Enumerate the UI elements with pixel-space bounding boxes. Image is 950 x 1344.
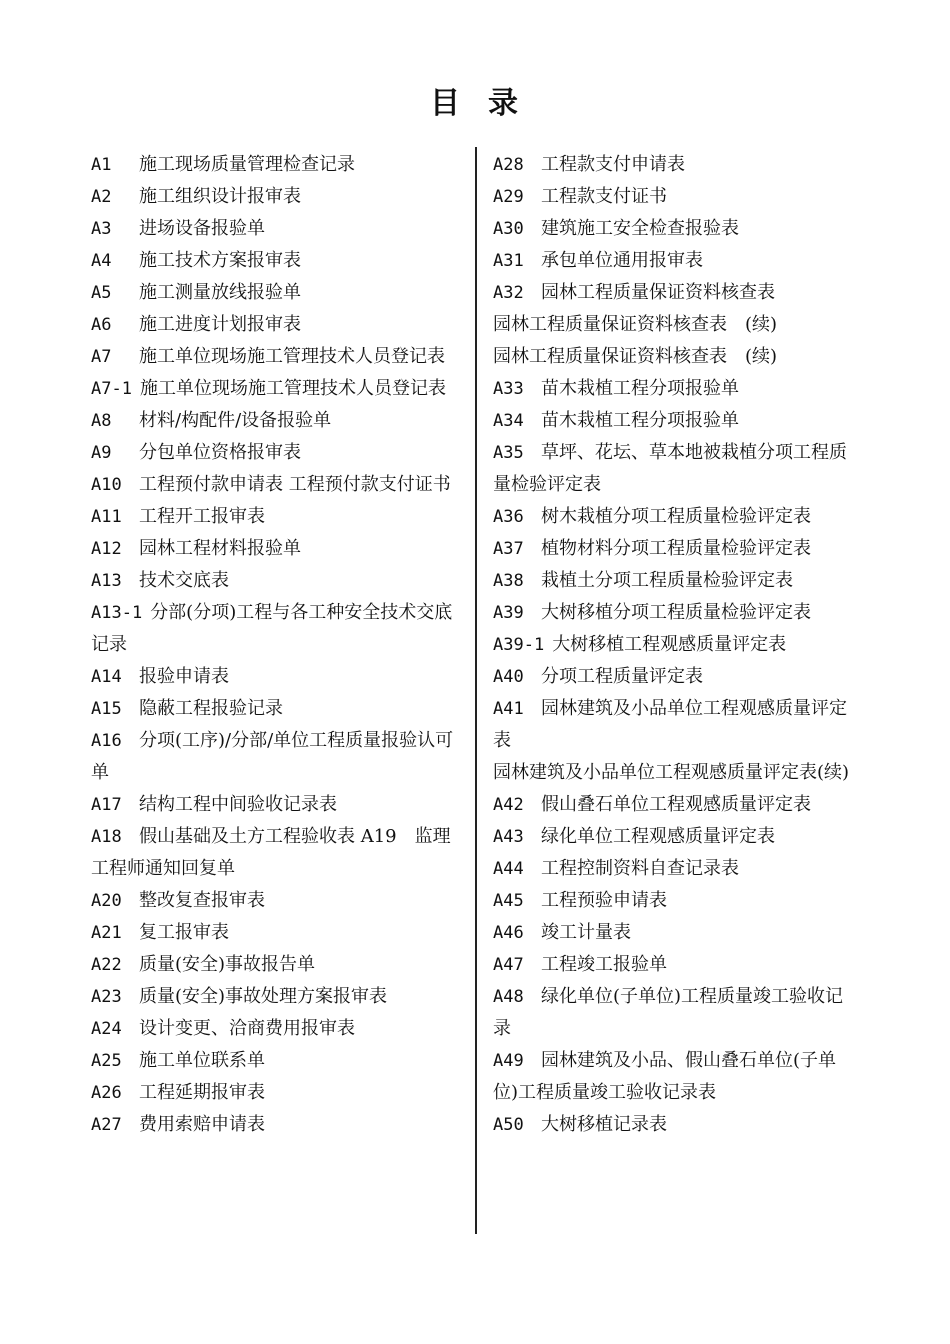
toc-entry	[493, 693, 858, 757]
toc-entry-title: 大树移植工程观感质量评定表	[552, 634, 787, 655]
toc-entry	[91, 693, 459, 725]
toc-entry-code: A15	[91, 699, 122, 719]
toc-entry-title: 隐蔽工程报验记录	[139, 698, 283, 719]
toc-entry-title: 工程款支付证书	[541, 186, 667, 207]
toc-entry	[91, 981, 459, 1013]
toc-entry	[493, 789, 858, 821]
toc-entry-title: 施工单位联系单	[139, 1050, 265, 1071]
toc-entry-title: 园林工程质量保证资料核查表 (续)	[493, 314, 778, 335]
toc-entry-title: 技术交底表	[139, 570, 229, 591]
toc-entry-title: 工程预付款申请表 工程预付款支付证书	[139, 474, 451, 495]
toc-entry-title: 施工单位现场施工管理技术人员登记表	[139, 378, 446, 399]
toc-entry-title: 假山基础及土方工程验收表 A19 监理工程师通知回复单	[91, 826, 451, 879]
toc-entry-title: 园林工程质量保证资料核查表 (续)	[493, 346, 778, 367]
toc-entry	[91, 917, 459, 949]
toc-entry	[493, 757, 858, 789]
toc-entry	[91, 373, 459, 405]
toc-entry-code: A5	[91, 283, 112, 303]
toc-entry	[493, 533, 858, 565]
toc-entry-title: 施工组织设计报审表	[139, 186, 301, 207]
toc-entry-code: A46	[493, 923, 524, 943]
toc-entry-code: A34	[493, 411, 524, 431]
toc-entry-title: 绿化单位(子单位)工程质量竣工验收记录	[493, 986, 844, 1039]
toc-entry-title: 苗木栽植工程分项报验单	[541, 410, 739, 431]
title-char-2: 录	[488, 86, 520, 121]
toc-entry	[91, 309, 459, 341]
toc-entry	[493, 213, 858, 245]
toc-entry	[493, 309, 858, 341]
toc-entry-title: 施工现场质量管理检查记录	[139, 154, 355, 175]
toc-entry	[91, 501, 459, 533]
toc-entry-title: 园林建筑及小品单位工程观感质量评定表(续)	[493, 762, 850, 783]
toc-entry	[493, 917, 858, 949]
toc-entry-title: 分项(工序)/分部/单位工程质量报验认可单	[91, 730, 454, 783]
toc-entry-code: A27	[91, 1115, 122, 1135]
toc-entry-title: 质量(安全)事故报告单	[139, 954, 316, 975]
toc-entry-title: 工程竣工报验单	[541, 954, 667, 975]
toc-entry	[493, 149, 858, 181]
toc-entry	[493, 501, 858, 533]
toc-entry	[91, 1045, 459, 1077]
toc-entry	[493, 949, 858, 981]
toc-entry-title: 质量(安全)事故处理方案报审表	[139, 986, 388, 1007]
toc-entry	[91, 469, 459, 501]
toc-entry	[91, 149, 459, 181]
toc-entry-code: A49	[493, 1051, 524, 1071]
toc-entry-title: 园林工程材料报验单	[139, 538, 301, 559]
toc-entry-code: A7-1	[91, 379, 132, 399]
toc-entry	[91, 533, 459, 565]
toc-entry-title: 树木栽植分项工程质量检验评定表	[541, 506, 811, 527]
page-title	[0, 78, 950, 122]
toc-entry	[493, 597, 858, 629]
toc-entry	[91, 789, 459, 821]
toc-entry-title: 整改复查报审表	[139, 890, 265, 911]
toc-entry-code: A8	[91, 411, 112, 431]
toc-entry-code: A44	[493, 859, 524, 879]
toc-entry	[91, 213, 459, 245]
toc-entry	[493, 277, 858, 309]
toc-entry-title: 工程开工报审表	[139, 506, 265, 527]
toc-entry-title: 园林建筑及小品单位工程观感质量评定表	[493, 698, 847, 751]
toc-entry-code: A2	[91, 187, 112, 207]
toc-entry-code: A40	[493, 667, 524, 687]
toc-entry	[493, 853, 858, 885]
toc-entry-code: A36	[493, 507, 524, 527]
toc-entry-title: 设计变更、洽商费用报审表	[139, 1018, 355, 1039]
toc-entry	[91, 949, 459, 981]
toc-entry-title: 大树移植记录表	[541, 1114, 667, 1135]
toc-entry-code: A16	[91, 731, 122, 751]
toc-entry-title: 进场设备报验单	[139, 218, 265, 239]
toc-entry-code: A47	[493, 955, 524, 975]
toc-entry-code: A48	[493, 987, 524, 1007]
toc-entry-code: A28	[493, 155, 524, 175]
toc-entry-code: A14	[91, 667, 122, 687]
toc-entry	[91, 405, 459, 437]
toc-entry-title: 材料/构配件/设备报验单	[139, 410, 332, 431]
toc-entry-title: 工程预验申请表	[541, 890, 667, 911]
toc-entry-code: A45	[493, 891, 524, 911]
toc-entry	[493, 1109, 858, 1141]
toc-entry-code: A33	[493, 379, 524, 399]
toc-entry-title: 分项工程质量评定表	[541, 666, 703, 687]
toc-entry	[493, 629, 858, 661]
toc-entry-title: 分部(分项)工程与各工种安全技术交底记录	[91, 602, 453, 655]
toc-entry-code: A31	[493, 251, 524, 271]
toc-entry-code: A35	[493, 443, 524, 463]
toc-entry	[91, 437, 459, 469]
toc-right-column	[493, 149, 858, 1141]
toc-entry-title: 承包单位通用报审表	[541, 250, 703, 271]
toc-entry-code: A9	[91, 443, 112, 463]
toc-entry	[493, 405, 858, 437]
toc-entry	[91, 1109, 459, 1141]
toc-entry-code: A7	[91, 347, 112, 367]
toc-entry-code: A22	[91, 955, 122, 975]
toc-entry-code: A23	[91, 987, 122, 1007]
toc-entry-code: A24	[91, 1019, 122, 1039]
toc-entry-code: A21	[91, 923, 122, 943]
toc-entry-title: 费用索赔申请表	[139, 1114, 265, 1135]
toc-entry-code: A20	[91, 891, 122, 911]
toc-entry-code: A39	[493, 603, 524, 623]
title-char-1: 目	[430, 86, 462, 121]
toc-entry	[91, 277, 459, 309]
toc-entry-code: A29	[493, 187, 524, 207]
toc-entry-code: A3	[91, 219, 112, 239]
toc-entry-code: A4	[91, 251, 112, 271]
toc-entry-code: A38	[493, 571, 524, 591]
toc-entry-title: 假山叠石单位工程观感质量评定表	[541, 794, 811, 815]
toc-entry-title: 工程控制资料自查记录表	[541, 858, 739, 879]
toc-entry-code: A37	[493, 539, 524, 559]
toc-entry	[493, 341, 858, 373]
toc-entry-title: 施工测量放线报验单	[139, 282, 301, 303]
toc-entry	[91, 341, 459, 373]
toc-entry	[493, 437, 858, 501]
toc-entry	[493, 245, 858, 277]
toc-entry-code: A13	[91, 571, 122, 591]
toc-entry-title: 植物材料分项工程质量检验评定表	[541, 538, 811, 559]
toc-entry	[91, 181, 459, 213]
toc-entry-code: A26	[91, 1083, 122, 1103]
toc-entry-title: 报验申请表	[139, 666, 229, 687]
toc-entry-title: 绿化单位工程观感质量评定表	[541, 826, 775, 847]
toc-entry	[91, 821, 459, 885]
toc-entry-title: 栽植土分项工程质量检验评定表	[541, 570, 793, 591]
toc-entry-title: 园林建筑及小品、假山叠石单位(子单位)工程质量竣工验收记录表	[493, 1050, 837, 1103]
toc-entry	[91, 565, 459, 597]
toc-entry-title: 竣工计量表	[541, 922, 631, 943]
toc-entry-title: 施工技术方案报审表	[139, 250, 301, 271]
toc-entry-code: A6	[91, 315, 112, 335]
toc-entry	[493, 981, 858, 1045]
toc-entry-title: 施工进度计划报审表	[139, 314, 301, 335]
toc-entry-code: A10	[91, 475, 122, 495]
toc-entry-title: 工程延期报审表	[139, 1082, 265, 1103]
toc-entry	[91, 597, 459, 661]
toc-entry	[493, 565, 858, 597]
column-divider	[475, 147, 477, 1234]
toc-entry-title: 结构工程中间验收记录表	[139, 794, 337, 815]
toc-entry	[91, 1077, 459, 1109]
toc-entry-title: 大树移植分项工程质量检验评定表	[541, 602, 811, 623]
toc-entry-code: A1	[91, 155, 112, 175]
toc-entry	[91, 885, 459, 917]
toc-entry	[493, 661, 858, 693]
toc-entry-code: A50	[493, 1115, 524, 1135]
toc-entry-code: A12	[91, 539, 122, 559]
toc-entry-code: A43	[493, 827, 524, 847]
toc-entry-code: A17	[91, 795, 122, 815]
toc-entry	[91, 661, 459, 693]
toc-entry-title: 分包单位资格报审表	[139, 442, 301, 463]
toc-entry-title: 工程款支付申请表	[541, 154, 685, 175]
toc-entry-title: 复工报审表	[139, 922, 229, 943]
toc-entry-title: 苗木栽植工程分项报验单	[541, 378, 739, 399]
toc-entry	[493, 1045, 858, 1109]
toc-left-column	[91, 149, 459, 1141]
toc-entry-code: A13-1	[91, 603, 143, 623]
toc-entry	[493, 373, 858, 405]
toc-entry	[493, 181, 858, 213]
toc-entry	[91, 245, 459, 277]
toc-entry-title: 草坪、花坛、草本地被栽植分项工程质量检验评定表	[493, 442, 847, 495]
toc-entry-code: A42	[493, 795, 524, 815]
toc-entry-title: 园林工程质量保证资料核查表	[541, 282, 775, 303]
toc-entry-code: A11	[91, 507, 122, 527]
toc-entry-title: 施工单位现场施工管理技术人员登记表	[139, 346, 445, 367]
toc-entry	[493, 821, 858, 853]
toc-entry	[493, 885, 858, 917]
toc-entry-code: A18	[91, 827, 122, 847]
toc-entry	[91, 1013, 459, 1045]
toc-entry-code: A30	[493, 219, 524, 239]
toc-entry-code: A32	[493, 283, 524, 303]
toc-entry	[91, 725, 459, 789]
toc-entry-title: 建筑施工安全检查报验表	[541, 218, 739, 239]
toc-entry-code: A39-1	[493, 635, 545, 655]
toc-entry-code: A41	[493, 699, 524, 719]
toc-entry-code: A25	[91, 1051, 122, 1071]
